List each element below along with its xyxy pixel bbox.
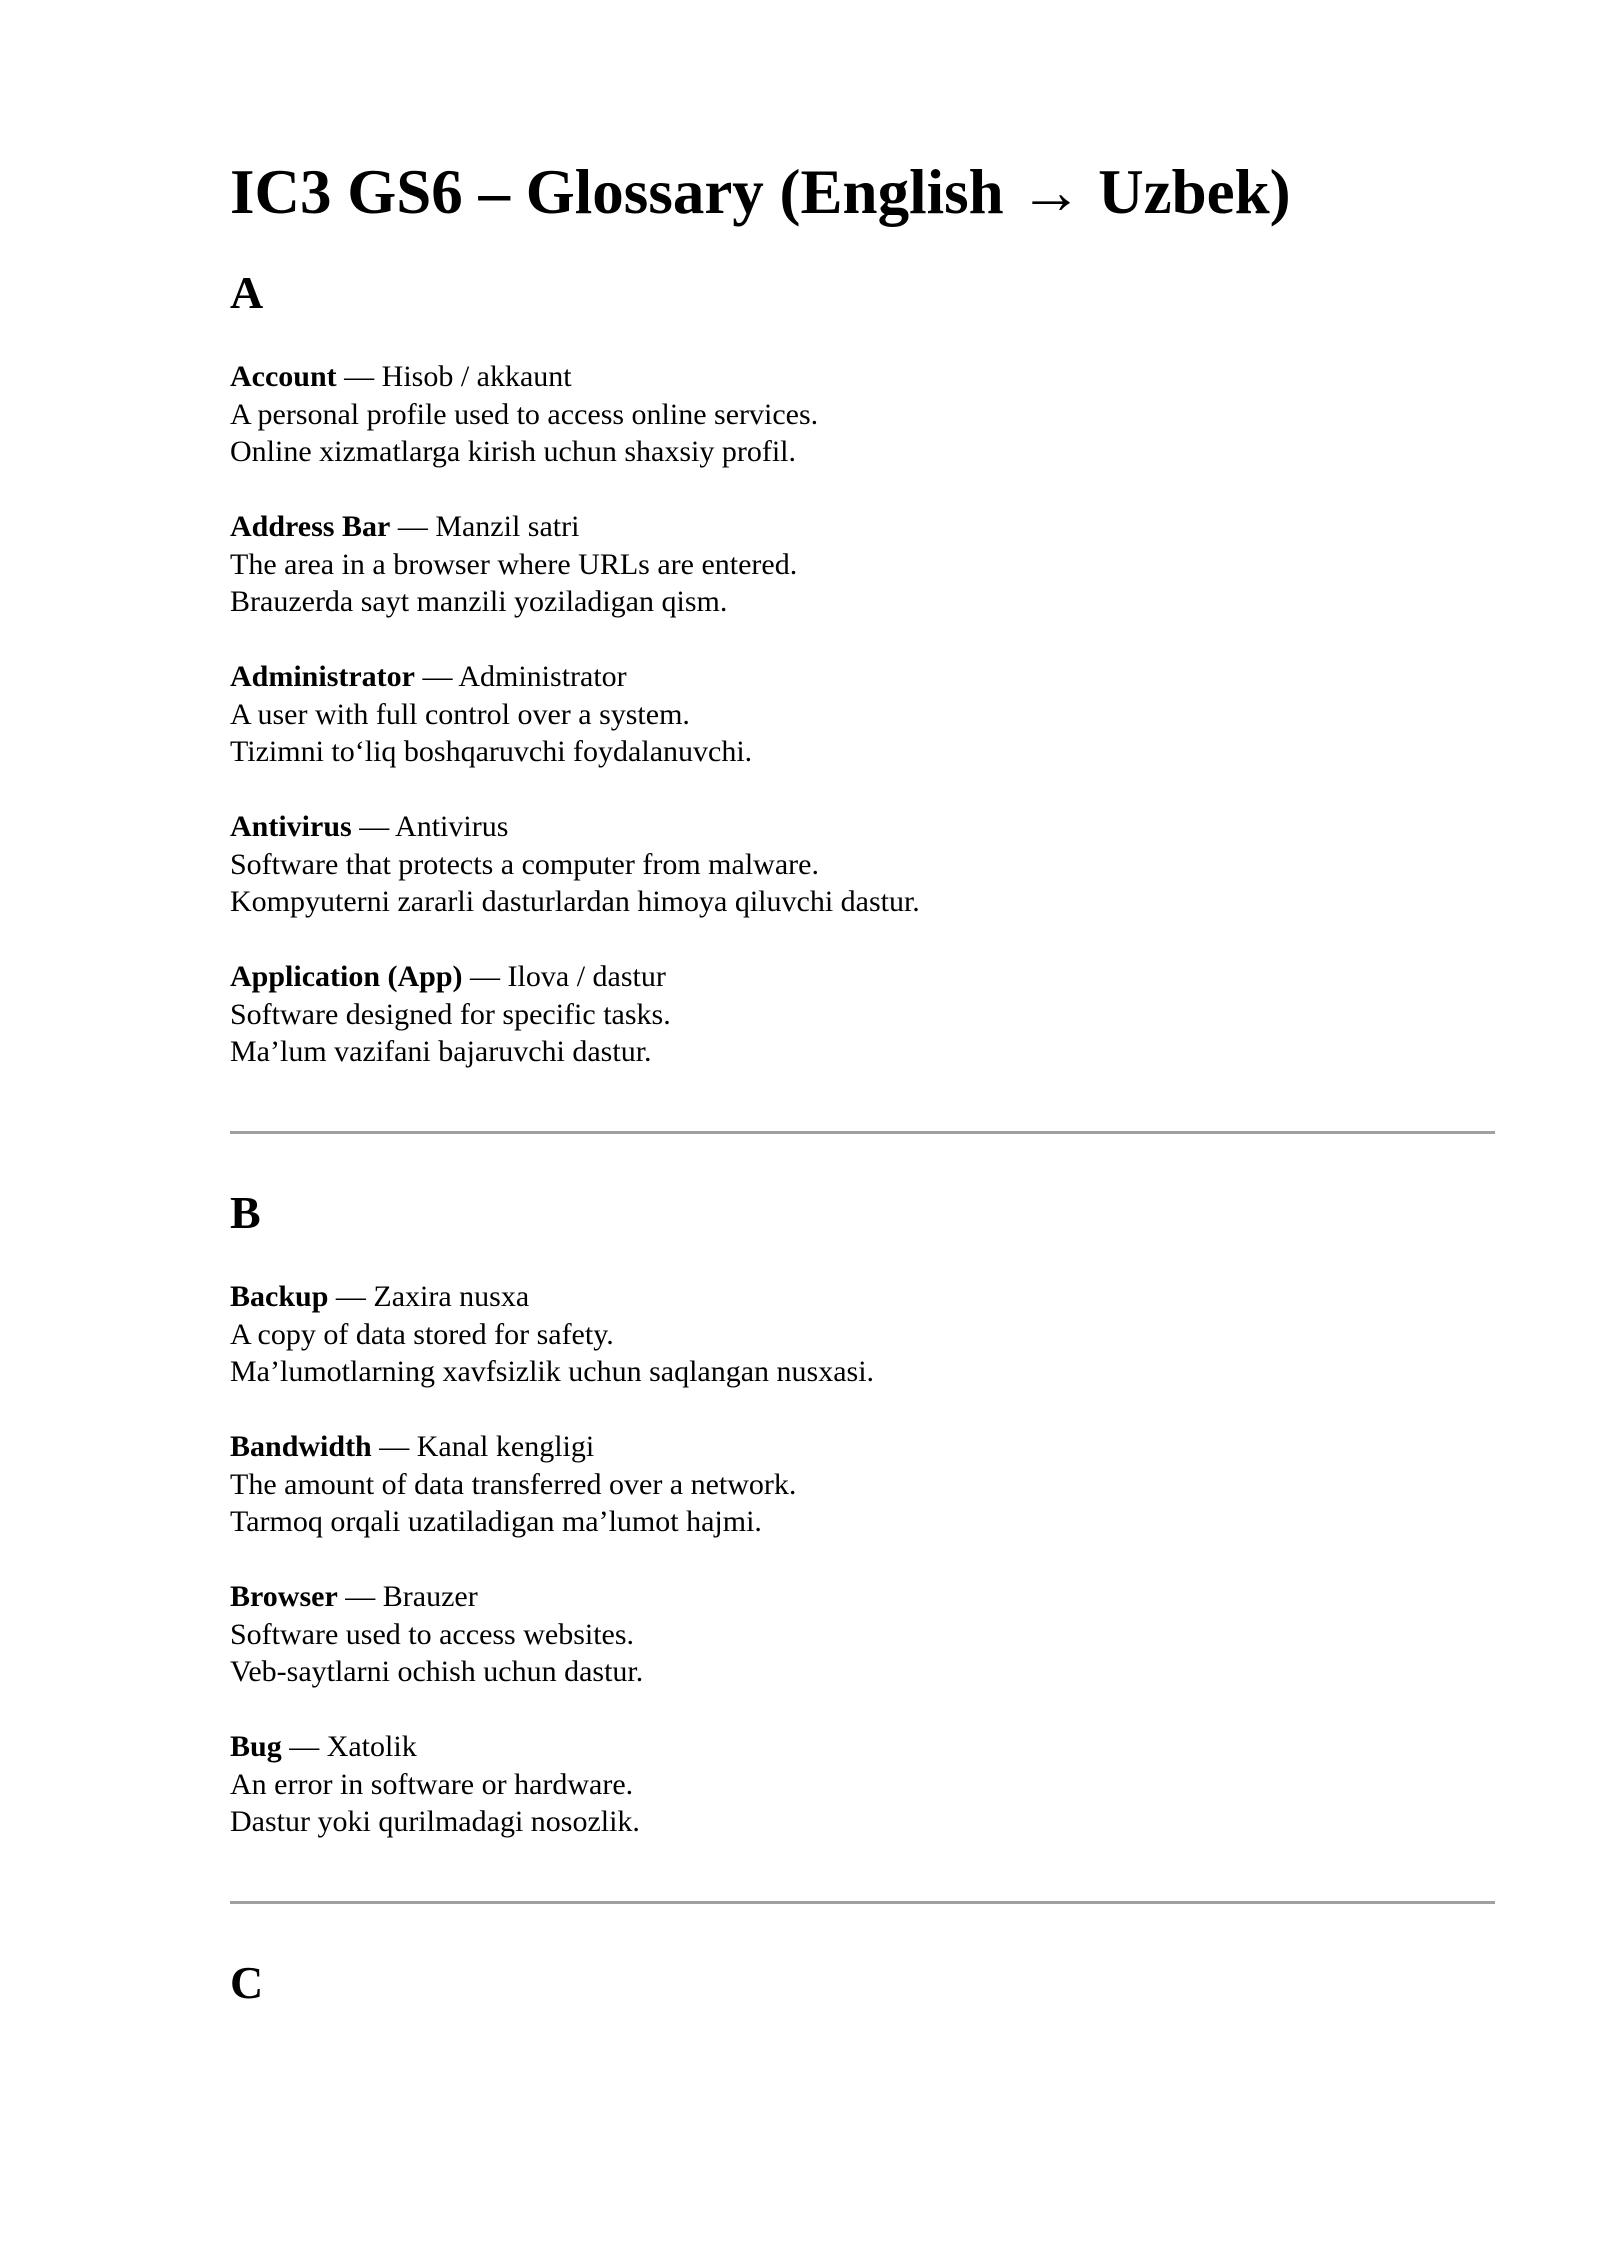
entry-definition-uz: Dastur yoki qurilmadagi nosozlik. [230, 1805, 640, 1838]
section-divider [230, 1901, 1495, 1904]
entry-translation: Zaxira nusxa [373, 1280, 530, 1313]
entry-term: Bug [230, 1730, 282, 1763]
entry-definition-uz: Tizimni to‘liq boshqaruvchi foydalanuvchi. [230, 735, 753, 768]
entry-heading [230, 1278, 874, 1316]
entry-definition-uz: Veb-saytlarni ochish uchun dastur. [230, 1655, 644, 1688]
section-letter-a: A [230, 267, 264, 318]
entry-separator: — [336, 360, 382, 393]
entry-definition-uz: Brauzerda sayt manzili yoziladigan qism. [230, 585, 728, 618]
entry-separator: — [328, 1280, 374, 1313]
page-title: IC3 GS6 – Glossary (English → Uzbek) [230, 157, 1291, 227]
glossary-entry-bug [230, 1728, 640, 1841]
entry-definition-en: The amount of data transferred over a network. [230, 1467, 797, 1501]
glossary-entry-application [230, 958, 671, 1071]
entry-heading [230, 358, 818, 396]
section-divider [230, 1131, 1495, 1134]
glossary-entry-browser [230, 1578, 643, 1691]
entry-term: Account [230, 360, 337, 393]
glossary-entry-administrator [230, 658, 752, 771]
entry-translation: Xatolik [326, 1730, 417, 1763]
entry-definition-en: A copy of data stored for safety. [230, 1317, 614, 1351]
entry-definition-en: Software that protects a computer from malware. [230, 847, 819, 881]
entry-heading [230, 508, 797, 546]
entry-heading [230, 958, 671, 996]
entry-translation: Manzil satri [435, 510, 580, 543]
entry-definition-en: An error in software or hardware. [230, 1767, 634, 1801]
entry-term: Address Bar [230, 510, 391, 543]
entry-translation: Hisob / akkaunt [381, 360, 572, 393]
entry-term: Backup [230, 1280, 329, 1313]
entry-heading [230, 1728, 640, 1766]
entry-definition-uz: Kompyuterni zararli dasturlardan himoya qiluvchi dastur. [230, 885, 920, 918]
entry-term: Antivirus [230, 810, 352, 843]
entry-translation: Antivirus [395, 810, 509, 843]
glossary-entry-address-bar [230, 508, 797, 621]
entry-definition-uz: Ma’lumotlarning xavfsizlik uchun saqlangan nusxasi. [230, 1355, 875, 1388]
entry-definition-en: A personal profile used to access online services. [230, 397, 819, 431]
entry-separator: — [371, 1430, 417, 1463]
entry-definition-uz: Online xizmatlarga kirish uchun shaxsiy profil. [230, 435, 797, 468]
entry-definition-uz: Tarmoq orqali uzatiladigan ma’lumot hajmi. [230, 1505, 762, 1538]
entry-definition-en: A user with full control over a system. [230, 697, 690, 731]
glossary-entry-antivirus [230, 808, 920, 921]
section-letter-b: B [230, 1187, 261, 1238]
entry-term: Administrator [230, 660, 415, 693]
entry-translation: Brauzer [382, 1580, 478, 1613]
entry-separator: — [462, 960, 508, 993]
entry-heading [230, 1578, 643, 1616]
entry-separator: — [390, 510, 436, 543]
glossary-entry-backup [230, 1278, 874, 1391]
entry-term: Application (App) [230, 960, 463, 993]
glossary-entry-bandwidth [230, 1428, 796, 1541]
glossary-entry-account [230, 358, 818, 471]
entry-separator: — [351, 810, 396, 843]
entry-separator: — [337, 1580, 383, 1613]
entry-definition-uz: Ma’lum vazifani bajaruvchi dastur. [230, 1035, 652, 1068]
entry-separator: — [414, 660, 459, 693]
entry-heading [230, 658, 752, 696]
entry-translation: Ilova / dastur [507, 960, 666, 993]
entry-heading [230, 808, 920, 846]
entry-heading [230, 1428, 796, 1466]
section-letter-c: C [230, 1957, 264, 2008]
entry-definition-en: The area in a browser where URLs are entered. [230, 547, 798, 581]
entry-separator: — [281, 1730, 327, 1763]
entry-term: Browser [230, 1580, 338, 1613]
entry-definition-en: Software used to access websites. [230, 1617, 635, 1651]
entry-translation: Kanal kengligi [416, 1430, 595, 1463]
entry-translation: Administrator [458, 660, 627, 693]
entry-term: Bandwidth [230, 1430, 372, 1463]
entry-definition-en: Software designed for specific tasks. [230, 997, 671, 1031]
